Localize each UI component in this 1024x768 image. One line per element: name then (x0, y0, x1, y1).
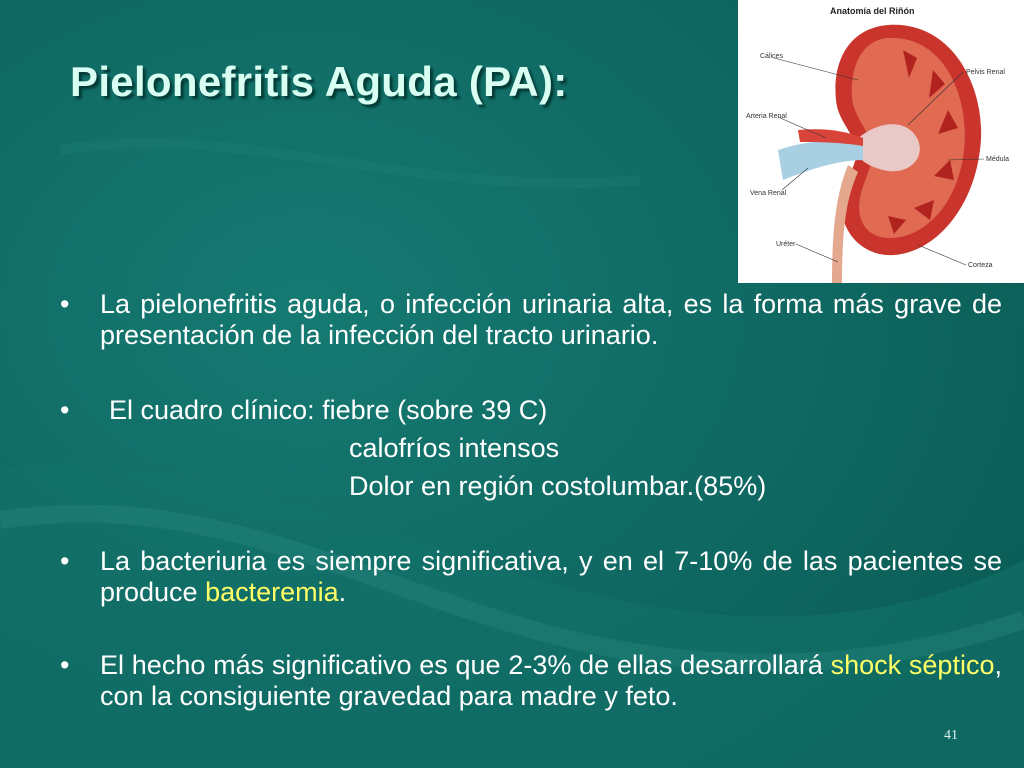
bullet-item (60, 289, 1002, 351)
image-title: Anatomía del Riñón (830, 6, 915, 16)
bullet-item (60, 650, 1002, 712)
label-medula: Médula (986, 156, 1009, 163)
bullet-item (60, 546, 1002, 608)
highlight-bacteremia: bacteremia (205, 577, 339, 607)
label-pelvis-renal: Pelvis Renal (966, 69, 1005, 76)
bullet-dot: • (60, 289, 70, 319)
label-arteria-renal: Arteria Renal (746, 113, 787, 120)
kidney-anatomy-image (738, 0, 1024, 283)
bullet-dot: • (60, 546, 70, 576)
page-number: 41 (944, 728, 958, 743)
bullet-text: La pielonefritis aguda, o infección urinaria alta, es la forma más grave de presentación de la infección del tracto urinario. (100, 289, 1002, 350)
bullet-text: La bacteriuria es siempre significativa, y en el 7-10% de las pacientes se produce (100, 546, 1002, 607)
bullet-text: El hecho más significativo es que 2-3% de ellas desarrollará (100, 650, 831, 680)
bullet-text-end: , con la consiguiente gravedad para madre y feto. (100, 650, 1002, 711)
bullet-dot: • (60, 650, 70, 680)
label-corteza: Corteza (968, 262, 993, 269)
clinical-item-line: Dolor en región costolumbar.(85%) (349, 471, 767, 501)
label-calices: Cálices (760, 53, 783, 60)
bullet-item (60, 395, 1002, 426)
label-vena-renal: Vena Renal (750, 190, 787, 197)
slide-title: Pielonefritis Aguda (PA): (70, 58, 568, 105)
bullet-text-end: . (338, 577, 347, 607)
bullet-dot: • (60, 395, 70, 425)
label-ureter: Uréter (776, 241, 796, 248)
clinical-item-line: calofríos intensos (349, 433, 560, 463)
highlight-shock-septico: shock séptico (830, 650, 995, 680)
bullet-text: El cuadro clínico: fiebre (sobre 39 C) (109, 395, 548, 425)
